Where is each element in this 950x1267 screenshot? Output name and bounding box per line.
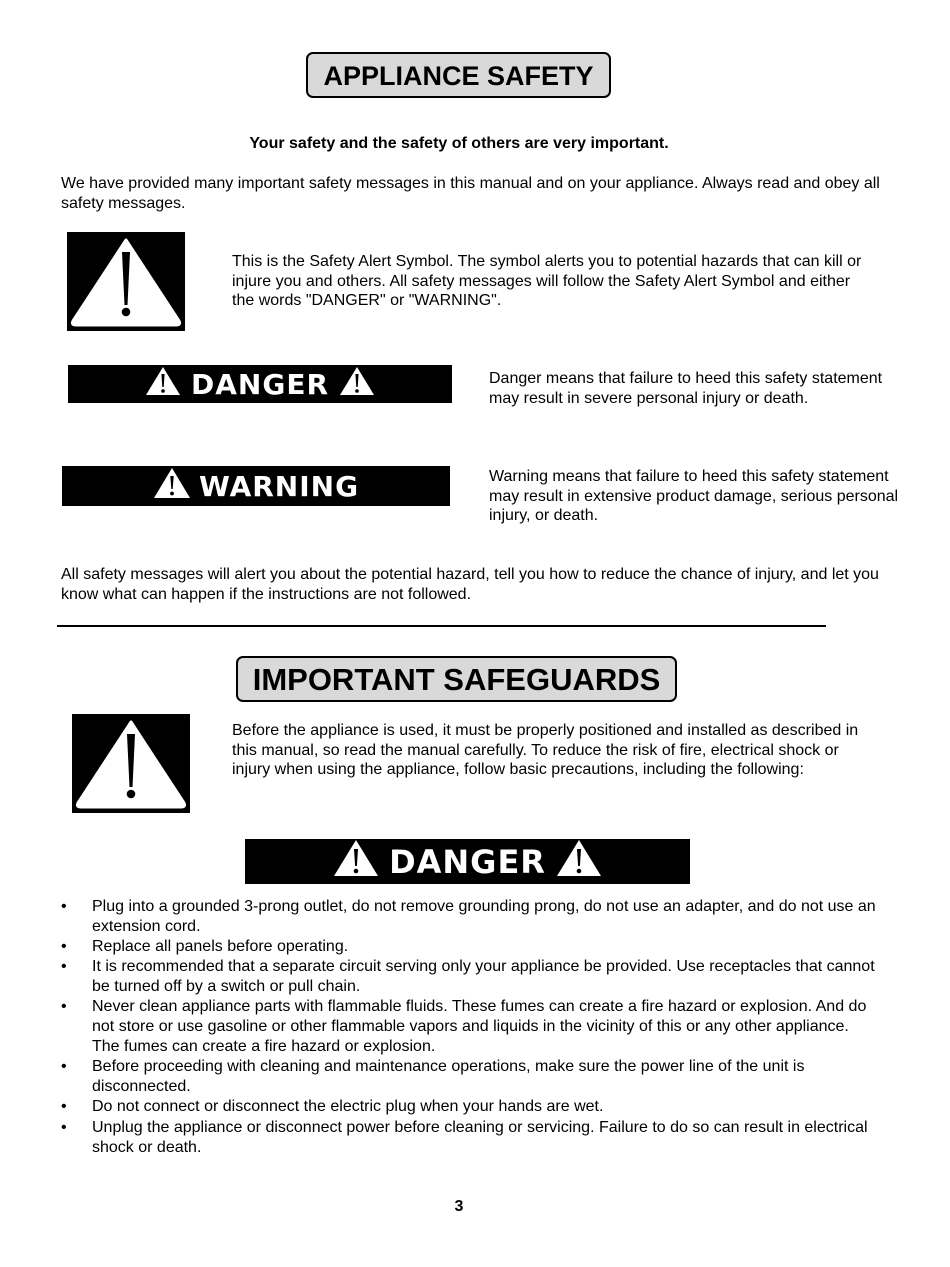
bullet-glyph: • bbox=[61, 998, 67, 1016]
list-item bbox=[61, 997, 876, 1056]
safeguards-list bbox=[61, 897, 876, 1158]
list-item bbox=[61, 937, 876, 957]
bullet-glyph: • bbox=[61, 938, 67, 956]
danger-banner bbox=[68, 365, 452, 403]
list-item-text: Replace all panels before operating. bbox=[92, 938, 349, 956]
section-divider bbox=[57, 625, 826, 627]
warning-triangle-icon bbox=[339, 366, 375, 403]
list-item bbox=[61, 1097, 876, 1117]
warning-label: WARNING bbox=[198, 469, 360, 503]
important-safeguards-title: IMPORTANT SAFEGUARDS bbox=[236, 656, 677, 702]
warning-triangle-icon bbox=[153, 467, 191, 506]
warning-triangle-icon bbox=[145, 366, 181, 403]
bullet-glyph: • bbox=[61, 1058, 67, 1076]
bullet-glyph: • bbox=[61, 1118, 67, 1136]
list-item bbox=[61, 957, 876, 997]
bullet-glyph: • bbox=[61, 898, 67, 915]
bullet-glyph: • bbox=[61, 1098, 67, 1116]
list-item-text: Do not connect or disconnect the electric plug when your hands are wet. bbox=[92, 1098, 604, 1116]
alert-symbol-description: This is the Safety Alert Symbol. The symbol alerts you to potential hazards that can kill or injure you and others. All safety messages will follow the Safety Alert Symbol and either the words "DANGER" or "WARNING". bbox=[232, 253, 862, 309]
list-item-text: Never clean appliance parts with flammable fluids. These fumes can create a fire hazard or explosion. And do not store or use gasoline or other flammable vapors and liquids in the vicinity of this or any other appliance. The fumes can create a fire hazard or explosion. bbox=[92, 998, 867, 1056]
danger-label: DANGER bbox=[389, 842, 546, 881]
list-item-text: Before proceeding with cleaning and maintenance operations, make sure the power line of the unit is disconnected. bbox=[92, 1058, 805, 1096]
danger-description: Danger means that failure to heed this safety statement may result in severe personal injury or death. bbox=[489, 370, 883, 407]
warning-description: Warning means that failure to heed this safety statement may result in extensive product damage, serious personal injury, or death. bbox=[489, 468, 899, 524]
safety-subheading: Your safety and the safety of others are very important. bbox=[249, 135, 669, 152]
list-item-text: Plug into a grounded 3-prong outlet, do not remove grounding prong, do not use an adapter, and do not use an extension cord. bbox=[92, 898, 876, 935]
warning-triangle-icon bbox=[333, 839, 379, 885]
list-item-text: It is recommended that a separate circuit serving only your appliance be provided. Use receptacles that cannot be turned off by a switch or pull chain. bbox=[92, 958, 875, 996]
warning-triangle-icon bbox=[556, 839, 602, 885]
bullet-glyph: • bbox=[61, 958, 67, 976]
danger-banner bbox=[245, 839, 690, 884]
safeguards-intro-paragraph: Before the appliance is used, it must be properly positioned and installed as described in this manual, so read the manual carefully. To reduce the risk of fire, electrical shock or injury when using the appliance, follow basic precautions, including the following: bbox=[232, 722, 859, 778]
danger-label: DANGER bbox=[190, 367, 329, 401]
safety-alert-symbol-icon bbox=[72, 714, 190, 813]
list-item bbox=[61, 897, 876, 937]
warning-banner bbox=[62, 466, 450, 506]
safety-alert-symbol-icon bbox=[67, 232, 185, 331]
list-item-text: Unplug the appliance or disconnect power before cleaning or servicing. Failure to do so can result in electrical shock or death. bbox=[92, 1118, 868, 1156]
list-item bbox=[61, 1057, 876, 1097]
all-messages-paragraph: All safety messages will alert you about the potential hazard, tell you how to reduce the chance of injury, and let you know what can happen if the instructions are not followed. bbox=[61, 566, 879, 603]
appliance-safety-title: APPLIANCE SAFETY bbox=[306, 52, 611, 98]
page-number: 3 bbox=[454, 1198, 464, 1215]
list-item bbox=[61, 1118, 876, 1158]
safety-intro-paragraph: We have provided many important safety messages in this manual and on your appliance. Always read and obey all safety messages. bbox=[61, 175, 880, 212]
